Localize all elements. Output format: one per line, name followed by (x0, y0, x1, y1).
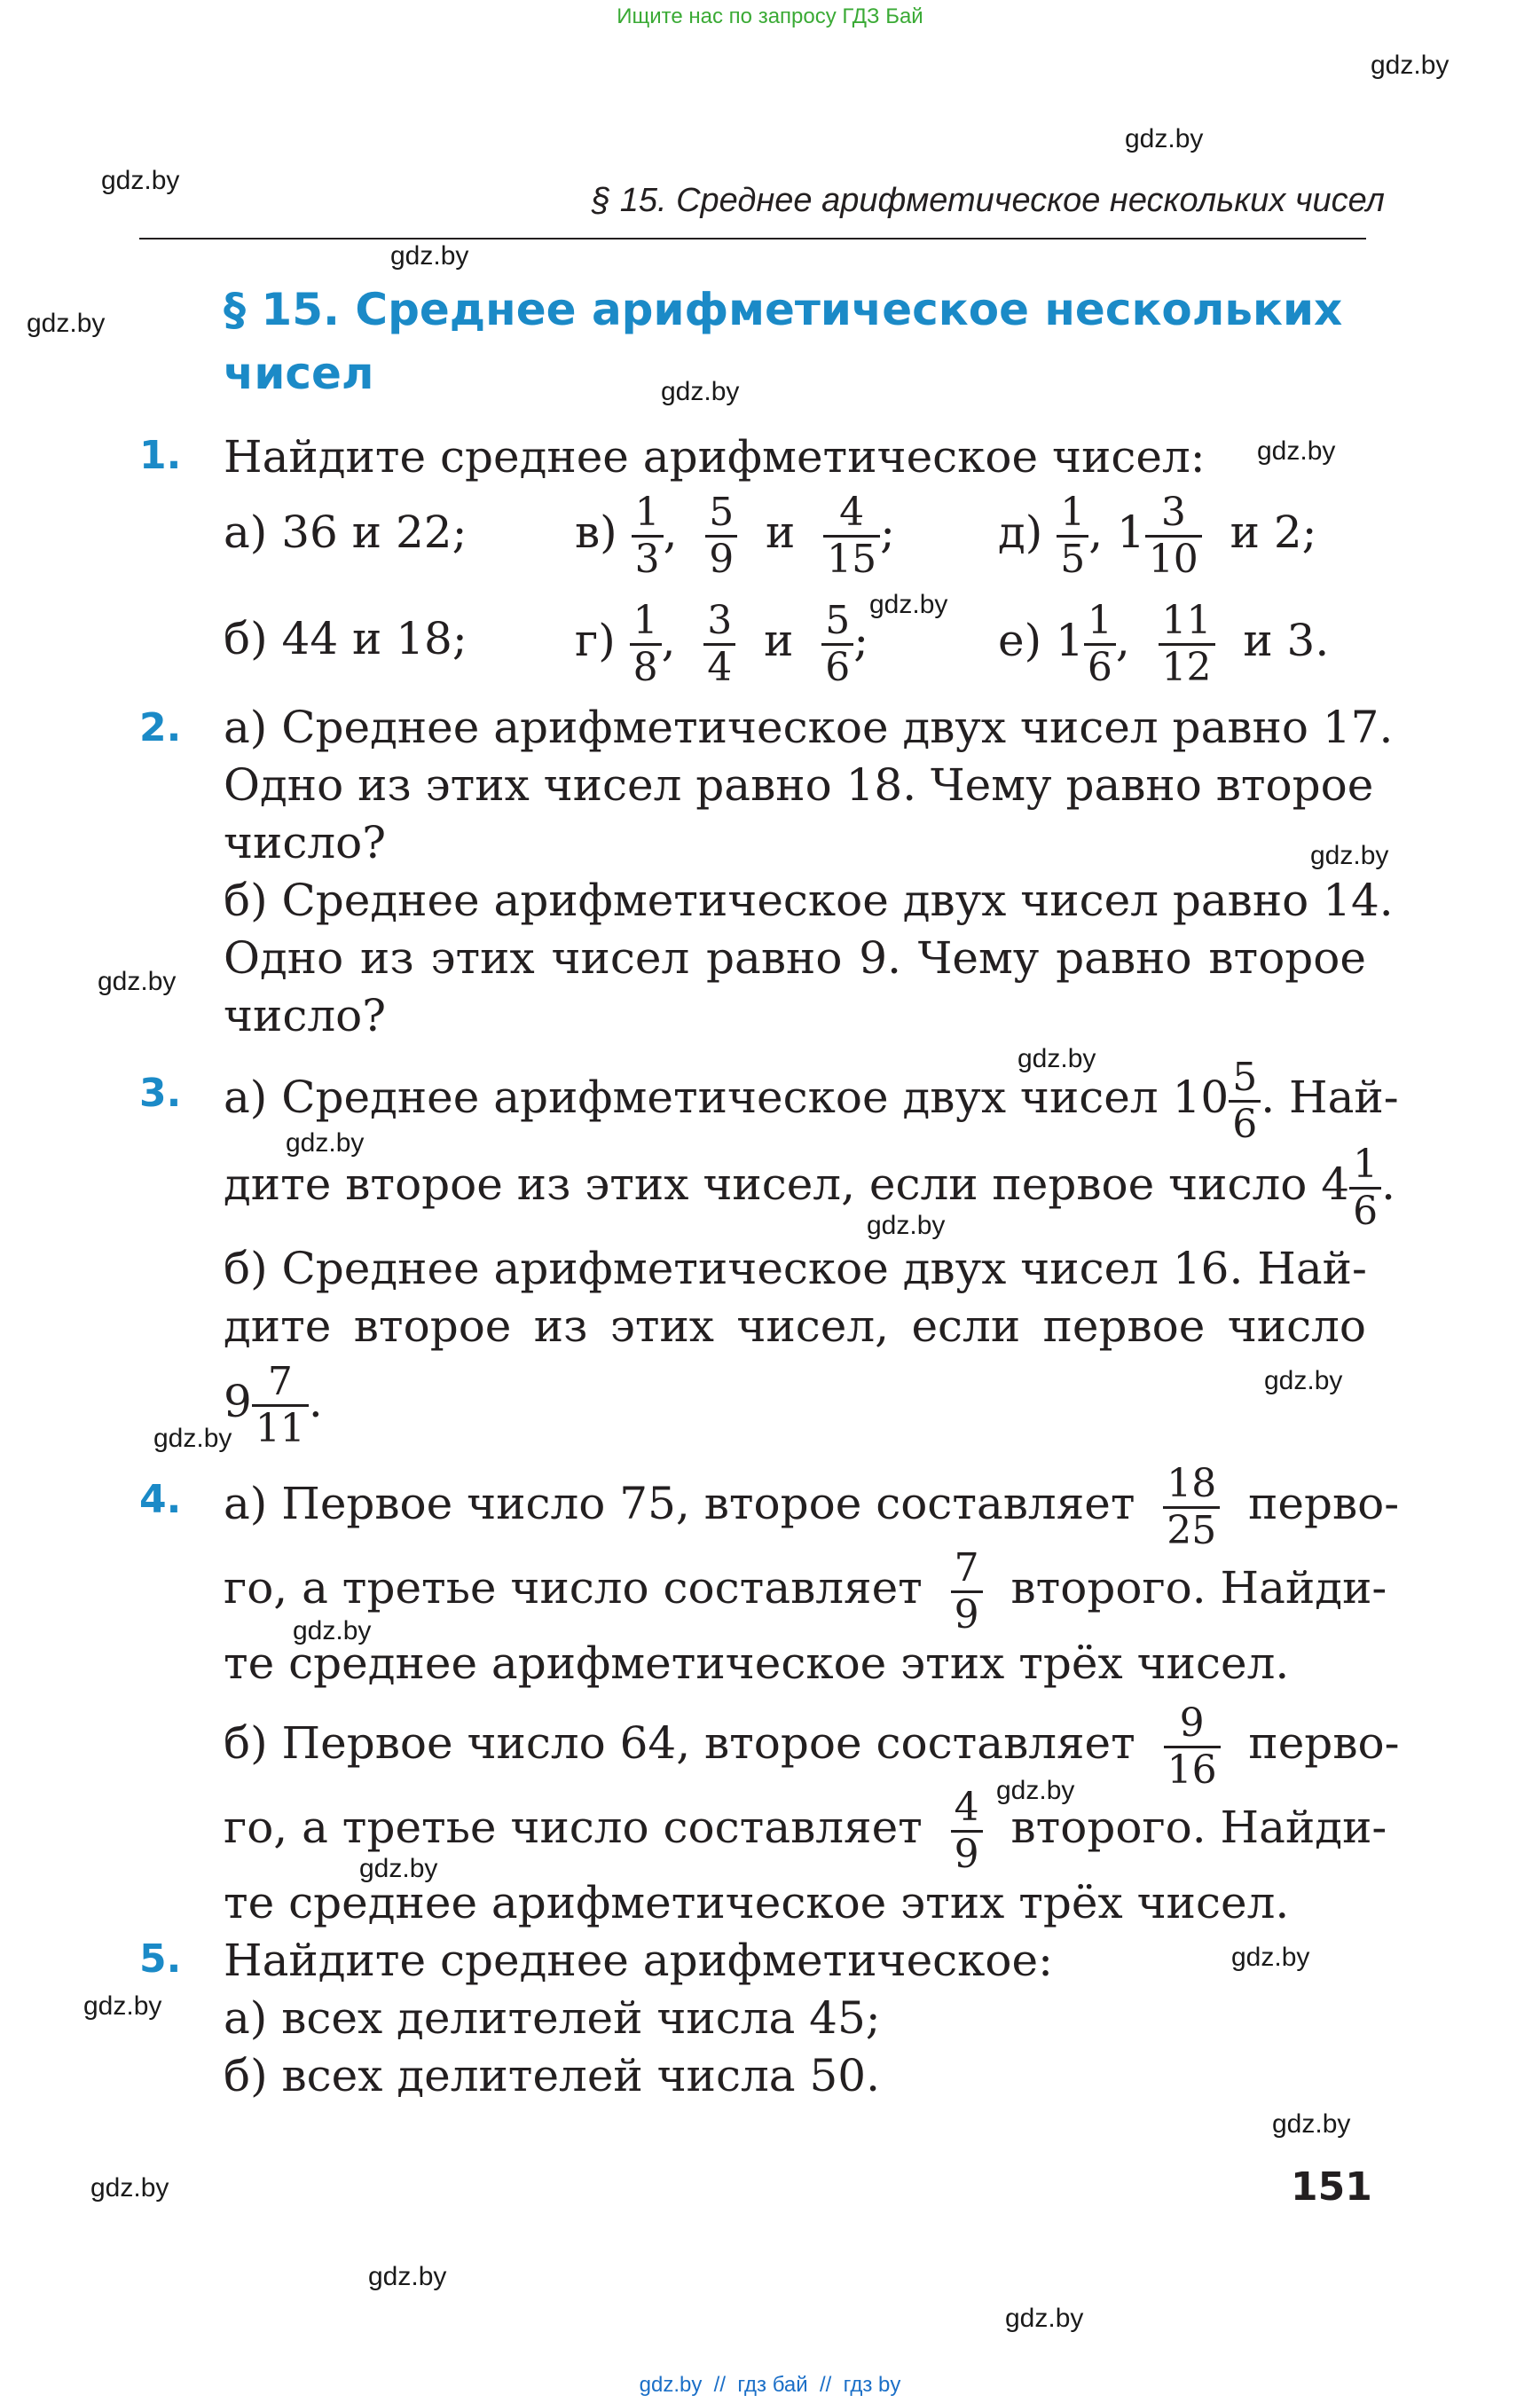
fraction (951, 1786, 983, 1877)
text: го, а третье число составляет (224, 1562, 923, 1614)
fraction (1349, 1143, 1381, 1234)
denominator: 3 (632, 535, 664, 582)
numerator: 7 (954, 1544, 979, 1590)
task-2-b-line2: Одно из этих чисел равно 9. Чему равно второе (224, 932, 1366, 984)
tail: перво- (1248, 1478, 1400, 1529)
watermark: gdz.by (90, 2173, 169, 2203)
watermark: gdz.by (1018, 1044, 1096, 1073)
label: е) (998, 615, 1042, 666)
task-1-b: б) 44 и 18; (224, 613, 468, 664)
watermark: gdz.by (1005, 2304, 1084, 2333)
fraction (1145, 491, 1202, 582)
task-4-b-line1 (224, 1697, 1399, 1793)
watermark: gdz.by (27, 309, 106, 338)
whole-part: 1 (1056, 615, 1084, 666)
denominator: 15 (823, 535, 880, 582)
task-1-g: г) $\frac{1}{8}$ , $\frac{3}{4}$ и $\frac{5}{6}$ ; (575, 597, 869, 690)
task-1-v: в) $\frac{1}{3}$ , $\frac{5}{9}$ и $\frac{4}{15}$ ; (575, 489, 896, 582)
task-5-a: а) всех делителей числа 45; (224, 1992, 881, 2044)
running-header: § 15. Среднее арифметическое нескольких чисел (592, 182, 1385, 219)
fraction (632, 491, 664, 582)
numerator: 3 (707, 597, 733, 643)
denominator: 6 (1084, 643, 1116, 690)
fraction (1229, 1056, 1261, 1147)
watermark: gdz.by (359, 1854, 438, 1883)
task-5-prompt: Найдите среднее арифметическое: (224, 1935, 1053, 1986)
fraction (1164, 1701, 1221, 1793)
tail: второго. Найди- (1010, 1802, 1387, 1853)
watermark: gdz.by (101, 166, 180, 195)
task-1-number: 1. (139, 433, 182, 478)
numerator: 9 (1179, 1700, 1205, 1746)
denominator: 6 (1229, 1100, 1261, 1147)
numerator: 11 (1161, 597, 1212, 643)
denominator: 12 (1159, 643, 1215, 690)
denominator: 6 (1349, 1187, 1381, 1234)
fraction (823, 491, 880, 582)
tail: . Най- (1261, 1072, 1399, 1123)
task-2-b-line1: б) Среднее арифметическое двух чисел равно 14. (224, 875, 1394, 926)
tail: перво- (1248, 1717, 1400, 1769)
task-4-b-line3: те среднее арифметическое этих трёх чисел. (224, 1877, 1290, 1928)
task-2-a-line3: число? (224, 817, 387, 868)
and-word: и (766, 507, 796, 558)
fraction (252, 1360, 309, 1451)
watermark: gdz.by (996, 1776, 1075, 1805)
watermark: gdz.by (1310, 841, 1389, 870)
watermark: gdz.by (867, 1211, 946, 1240)
denominator: 10 (1145, 535, 1202, 582)
numerator: 1 (1353, 1141, 1379, 1187)
task-1-a: а) 36 и 22; (224, 507, 468, 558)
fraction (1057, 491, 1088, 582)
text: а) Среднее арифметическое двух чисел (224, 1072, 1159, 1123)
numerator: 1 (1087, 597, 1112, 643)
task-1-d: д) $\frac{1}{5}$ , 1 $\frac{3}{10}$ и 2; (998, 489, 1317, 582)
section-title-line1: § 15. Среднее арифметическое нескольких (224, 284, 1343, 335)
numerator: 1 (634, 489, 660, 535)
task-5-b: б) всех делителей числа 50. (224, 2050, 880, 2101)
whole-part: 10 (1172, 1072, 1230, 1123)
watermark: gdz.by (368, 2262, 447, 2291)
text: дите второе из этих чисел, если первое число (224, 1158, 1308, 1210)
denominator: 9 (951, 1590, 983, 1637)
watermark: gdz.by (98, 967, 177, 996)
top-banner: Ищите нас по запросу ГДЗ Бай (617, 4, 923, 28)
denominator: 25 (1163, 1506, 1220, 1553)
task-1-e: е) 1 $\frac{1}{6}$ , $\frac{11}{12}$ и 3. (998, 597, 1330, 690)
watermark: gdz.by (869, 590, 948, 619)
footer-links[interactable]: gdz.by // гдз бай // гдз by (639, 2373, 901, 2397)
watermark: gdz.by (1257, 436, 1336, 466)
text: б) Первое число 64, второе составляет (224, 1717, 1135, 1769)
task-3-number: 3. (139, 1071, 182, 1116)
tail: и 2; (1230, 507, 1317, 558)
numerator: 5 (1232, 1054, 1258, 1100)
task-4-a-line3: те среднее арифметическое этих трёх чисел. (224, 1637, 1290, 1689)
watermark: gdz.by (286, 1128, 365, 1158)
denominator: 16 (1164, 1746, 1221, 1793)
task-3-b-line2: дите второе из этих чисел, если первое число (224, 1300, 1366, 1352)
watermark: gdz.by (1371, 51, 1450, 80)
fraction (1084, 599, 1116, 690)
whole-part: 9 (224, 1376, 252, 1427)
task-2-a-line1: а) Среднее арифметическое двух чисел равно 17. (224, 702, 1394, 753)
numerator: 5 (709, 489, 735, 535)
fraction (951, 1546, 983, 1637)
numerator: 1 (1060, 489, 1086, 535)
page-number: 151 (1291, 2164, 1372, 2210)
task-2-number: 2. (139, 705, 182, 750)
watermark: gdz.by (390, 241, 469, 271)
text: а) Первое число 75, второе составляет (224, 1478, 1135, 1529)
denominator: 5 (1057, 535, 1088, 582)
numerator: 5 (825, 597, 851, 643)
numerator: 3 (1160, 489, 1186, 535)
tail: второго. Найди- (1010, 1562, 1387, 1614)
watermark: gdz.by (1264, 1366, 1343, 1395)
numerator: 4 (839, 489, 865, 535)
label: г) (575, 615, 616, 666)
whole-part: 4 (1321, 1158, 1350, 1210)
denominator: 9 (951, 1830, 983, 1877)
denominator: 8 (630, 643, 662, 690)
task-4-a-line1 (224, 1457, 1399, 1553)
numerator: 7 (267, 1358, 293, 1404)
watermark: gdz.by (293, 1616, 372, 1645)
fraction (703, 599, 735, 690)
watermark: gdz.by (1231, 1943, 1310, 1972)
watermark: gdz.by (83, 1991, 162, 2021)
fraction (1159, 599, 1215, 690)
task-2-a-line2: Одно из этих чисел равно 18. Чему равно второе (224, 759, 1374, 811)
task-5-number: 5. (139, 1936, 182, 1982)
section-title-line2: чисел (224, 348, 374, 399)
watermark: gdz.by (153, 1424, 232, 1453)
task-3-a-line1 (224, 1051, 1399, 1147)
task-4-number: 4. (139, 1477, 182, 1522)
numerator: 18 (1167, 1460, 1217, 1506)
tail: и 3. (1243, 615, 1330, 666)
label: в) (575, 507, 617, 558)
numerator: 4 (954, 1784, 979, 1830)
denominator: 11 (252, 1404, 309, 1451)
denominator: 9 (705, 535, 737, 582)
whole-part: 1 (1117, 507, 1145, 558)
numerator: 1 (632, 597, 658, 643)
header-rule (139, 238, 1366, 240)
denominator: 4 (703, 643, 735, 690)
task-2-b-line3: число? (224, 990, 387, 1041)
and-word: и (764, 615, 794, 666)
denominator: 6 (821, 643, 853, 690)
fraction (1163, 1462, 1220, 1553)
task-3-a-line2: дите второе из этих чисел, если первое число 4 $\frac{1}{6}$ . (224, 1141, 1395, 1234)
task-3-b-line3: 9 $\frac{7}{11}$ . (224, 1358, 323, 1451)
task-3-b-line1: б) Среднее арифметическое двух чисел 16. Най- (224, 1243, 1367, 1294)
text: го, а третье число составляет (224, 1802, 923, 1853)
watermark: gdz.by (1125, 124, 1204, 153)
fraction (821, 599, 853, 690)
fraction (705, 491, 737, 582)
watermark: gdz.by (1272, 2109, 1351, 2139)
label: д) (998, 507, 1043, 558)
watermark: gdz.by (661, 377, 740, 406)
fraction (630, 599, 662, 690)
task-1-prompt: Найдите среднее арифметическое чисел: (224, 431, 1206, 483)
task-4-a-line2 (224, 1542, 1387, 1637)
